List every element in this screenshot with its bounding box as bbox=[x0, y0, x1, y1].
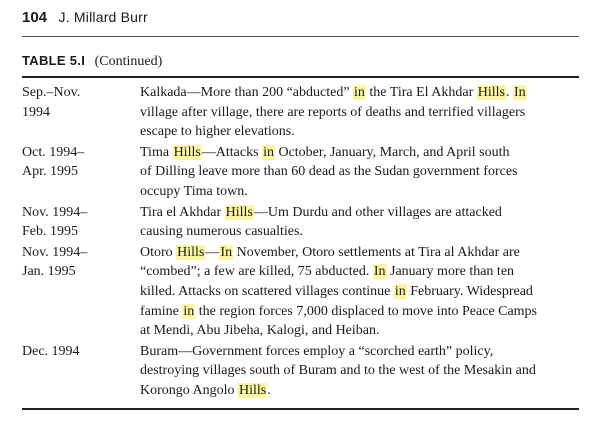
highlighted-text: in bbox=[183, 303, 195, 319]
table-row bbox=[22, 83, 579, 142]
description-line bbox=[140, 342, 579, 362]
description-line bbox=[140, 361, 579, 381]
text-run: January more than ten bbox=[386, 264, 515, 280]
text-run: —Attacks bbox=[201, 144, 263, 160]
highlighted-text: in bbox=[354, 85, 365, 100]
text-run: Korongo Angolo bbox=[140, 382, 238, 398]
description-line bbox=[140, 222, 579, 242]
date-line: Jan. 1995 bbox=[22, 264, 76, 280]
description-line bbox=[140, 182, 579, 202]
highlighted-text: Hills bbox=[173, 144, 201, 160]
row-date bbox=[22, 203, 140, 242]
description-line bbox=[140, 143, 579, 163]
text-run: killed. Attacks on scattered villages continue bbox=[140, 283, 394, 299]
row-date bbox=[22, 83, 140, 142]
highlighted-text: In bbox=[220, 244, 233, 260]
page-number: 104 bbox=[22, 9, 48, 26]
highlighted-text: Hills bbox=[477, 85, 505, 100]
highlighted-text: in bbox=[394, 283, 406, 299]
text-run: at Mendi, Abu Jibeha, Kalogi, and Heiban. bbox=[140, 323, 380, 339]
table-bottom-rule bbox=[22, 408, 579, 410]
date-line: 1994 bbox=[22, 104, 50, 120]
date-line: Apr. 1995 bbox=[22, 164, 78, 180]
description-line bbox=[140, 381, 579, 401]
description-line bbox=[140, 282, 579, 302]
table-row bbox=[22, 143, 579, 202]
text-run: —Um Durdu and other villages are attacked bbox=[253, 204, 502, 220]
description-line bbox=[140, 83, 579, 103]
text-run: Buram—Government forces employ a “scorched earth” policy, bbox=[140, 343, 494, 359]
text-run: Kalkada—More than 200 “abducted” bbox=[140, 85, 354, 100]
text-run: Otoro bbox=[140, 244, 177, 260]
text-run: November, Otoro settlements at Tira al Akhdar are bbox=[233, 244, 520, 260]
text-run: causing numerous casualties. bbox=[140, 224, 303, 240]
row-description bbox=[140, 342, 579, 401]
row-description bbox=[140, 143, 579, 202]
highlighted-text: Hills bbox=[177, 244, 205, 260]
text-run: . bbox=[506, 85, 513, 100]
date-line: Oct. 1994– bbox=[22, 144, 85, 160]
text-run: — bbox=[205, 244, 220, 260]
row-date bbox=[22, 342, 140, 401]
text-run: occupy Tima town. bbox=[140, 183, 248, 199]
text-run: famine bbox=[140, 303, 183, 319]
description-line bbox=[140, 103, 579, 123]
row-date bbox=[22, 143, 140, 202]
table-top-rule bbox=[22, 76, 579, 78]
date-line: Nov. 1994– bbox=[22, 204, 88, 220]
row-date bbox=[22, 243, 140, 341]
description-line bbox=[140, 162, 579, 182]
highlighted-text: In bbox=[373, 264, 386, 280]
text-run: “combed”; a few are killed, 75 abducted. bbox=[140, 264, 373, 280]
highlighted-text: in bbox=[263, 144, 274, 160]
description-line bbox=[140, 262, 579, 282]
date-line: Feb. 1995 bbox=[22, 224, 78, 240]
text-run: October, January, March, and April south bbox=[274, 144, 510, 160]
text-run: the region forces 7,000 displaced to move into Peace Camps bbox=[195, 303, 538, 319]
text-run: escape to higher elevations. bbox=[140, 124, 295, 140]
row-description bbox=[140, 243, 579, 341]
highlighted-text: Hills bbox=[225, 204, 253, 220]
date-line: Sep.–Nov. bbox=[22, 85, 81, 100]
date-line: Dec. 1994 bbox=[22, 343, 80, 359]
running-author: J. Millard Burr bbox=[58, 9, 148, 25]
highlighted-text: In bbox=[514, 85, 526, 100]
header-rule bbox=[22, 36, 579, 37]
row-description bbox=[140, 203, 579, 242]
table-label: TABLE 5.I bbox=[22, 53, 86, 68]
table-row bbox=[22, 243, 579, 341]
description-line bbox=[140, 302, 579, 322]
text-run: village after village, there are reports of deaths and terrified villagers bbox=[140, 104, 526, 120]
highlighted-text: Hills bbox=[239, 382, 267, 398]
text-run: . bbox=[267, 382, 271, 398]
text-run: February. Widespread bbox=[406, 283, 533, 299]
text-run: of Dilling leave more than 60 dead as the Sudan government forces bbox=[140, 164, 518, 180]
description-line bbox=[140, 321, 579, 341]
table-body bbox=[22, 83, 579, 401]
table-title bbox=[22, 53, 162, 70]
date-line: Nov. 1994– bbox=[22, 244, 88, 260]
description-line bbox=[140, 243, 579, 263]
running-header bbox=[22, 9, 148, 27]
table-row bbox=[22, 203, 579, 242]
row-description bbox=[140, 83, 579, 142]
table-continued: (Continued) bbox=[94, 54, 163, 69]
text-run: Tima bbox=[140, 144, 173, 160]
text-run: destroying villages south of Buram and to the west of the Mesakin and bbox=[140, 363, 536, 379]
text-run: Tira el Akhdar bbox=[140, 204, 225, 220]
text-run: the Tira El Akhdar bbox=[365, 85, 477, 100]
description-line bbox=[140, 203, 579, 223]
table-row bbox=[22, 342, 579, 401]
description-line bbox=[140, 122, 579, 142]
